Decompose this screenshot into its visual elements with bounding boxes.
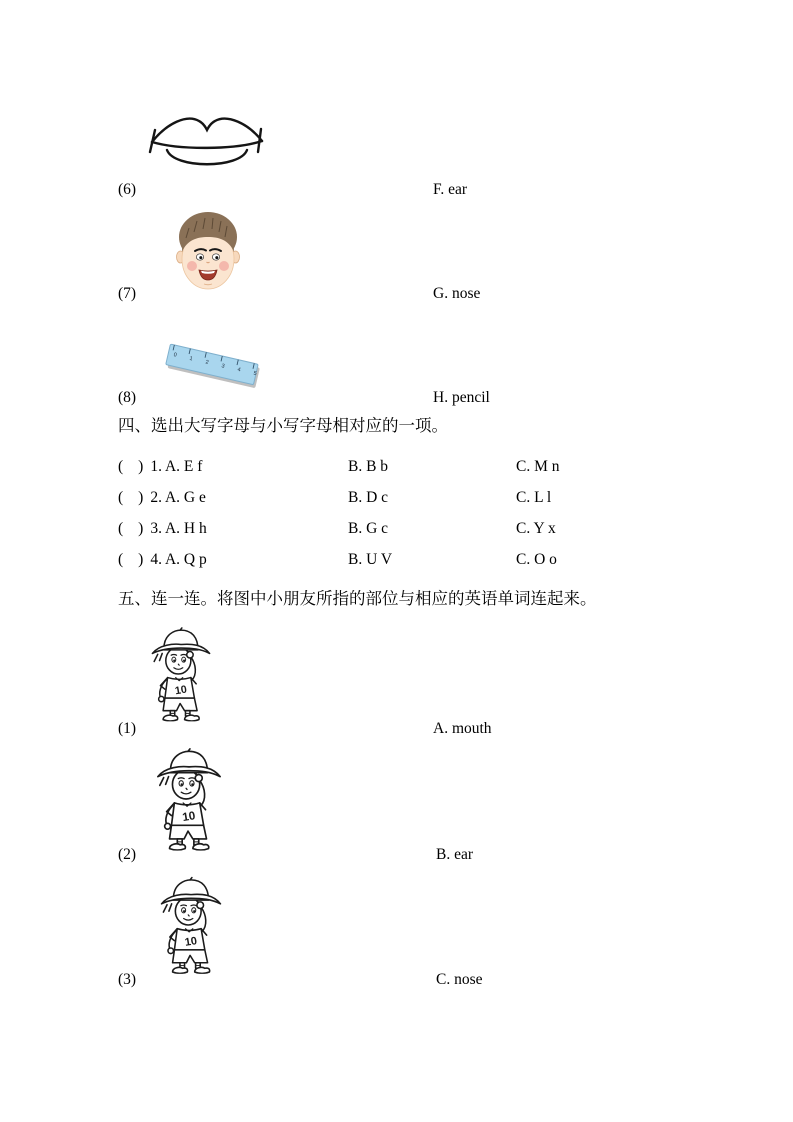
option-a: 1. A. E f	[150, 458, 203, 475]
section4-heading: 四、选出大写字母与小写字母相对应的一项。	[118, 417, 448, 435]
option-c: C. Y x	[516, 520, 556, 537]
word-option: F. ear	[433, 181, 468, 198]
ruler-image	[160, 332, 272, 390]
item-number: (2)	[118, 846, 137, 863]
mc-row	[0, 458, 793, 480]
item-number: (6)	[118, 181, 137, 198]
option-c: C. O o	[516, 551, 557, 568]
kid-1-image	[147, 620, 215, 728]
option-c: C. M n	[516, 458, 560, 475]
mc-row	[0, 489, 793, 511]
ruler-number: 1	[188, 355, 194, 363]
mc-row	[0, 520, 793, 542]
word-option: H. pencil	[433, 389, 490, 406]
ruler-number: 2	[204, 359, 210, 367]
answer-blank-and-option-a: ( ) 1. A. E f	[118, 458, 203, 475]
option-a: 3. A. H h	[150, 520, 207, 537]
item-number: (8)	[118, 389, 137, 406]
answer-blank-and-option-a: ( ) 3. A. H h	[118, 520, 207, 537]
word-option: B. ear	[436, 846, 474, 863]
option-c: C. L l	[516, 489, 552, 506]
answer-blank-and-option-a: ( ) 4. A. Q p	[118, 551, 207, 568]
ruler-number: 3	[220, 363, 226, 370]
ruler-number: 4	[236, 366, 242, 374]
word-option: G. nose	[433, 285, 481, 302]
item-number: (7)	[118, 285, 137, 302]
lips-image	[147, 109, 267, 179]
word-option: C. nose	[436, 971, 483, 988]
option-a: 2. A. G e	[150, 489, 206, 506]
kid-3-image	[156, 868, 226, 982]
boy-face-image	[175, 210, 241, 294]
item-number: (3)	[118, 971, 137, 988]
option-b: B. D c	[348, 489, 389, 506]
item-number: (1)	[118, 720, 137, 737]
option-b: B. B b	[348, 458, 389, 475]
option-b: B. U V	[348, 551, 393, 568]
option-b: B. G c	[348, 520, 389, 537]
ruler-number: 0	[172, 352, 178, 359]
ruler-number: 5	[252, 370, 258, 378]
section5-heading: 五、连一连。将图中小朋友所指的部位与相应的英语单词连起来。	[118, 590, 597, 608]
answer-blank-and-option-a: ( ) 2. A. G e	[118, 489, 206, 506]
mc-row	[0, 551, 793, 573]
kid-2-image	[152, 744, 226, 854]
word-option: A. mouth	[433, 720, 492, 737]
option-a: 4. A. Q p	[150, 551, 207, 568]
